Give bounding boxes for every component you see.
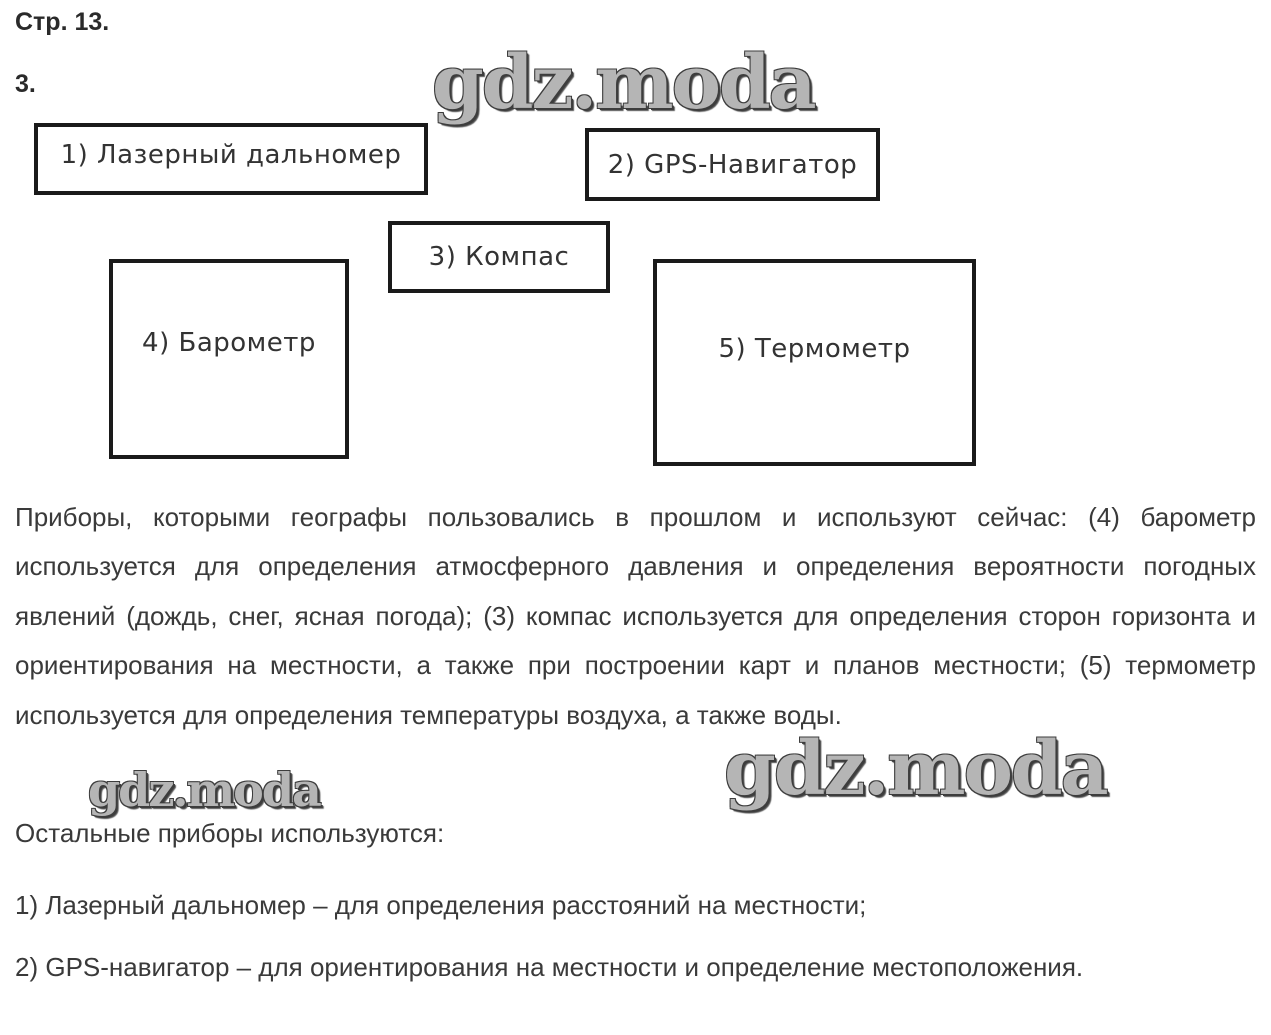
watermark-right: gdz.moda xyxy=(724,726,1107,812)
watermark-left: gdz.moda xyxy=(88,763,320,817)
watermark-top: gdz.moda xyxy=(432,40,815,126)
diagram-box-laser-rangefinder xyxy=(34,123,428,195)
diagram-box-barometer xyxy=(109,259,349,459)
diagram-box-thermometer xyxy=(653,259,976,466)
diagram-box-label: 5) Термометр xyxy=(718,333,911,364)
diagram-box-gps-navigator xyxy=(585,128,880,201)
rest-instrument-item: 1) Лазерный дальномер – для определения расстояний на местности; xyxy=(15,890,867,920)
rest-instrument-item: 2) GPS-навигатор – для ориентирования на местности и определение местоположения. xyxy=(15,952,1084,982)
answer-paragraph: Приборы, которыми географы пользовались в прошлом и используют сейчас: (4) барометр используется для определения атмосферного давления и определения вероятности погодных явлений (дождь, снег, ясная погода); (3) компас используется для определения сторон горизонта и ориентирования на местности, а также при построении карт и планов местности; (5) термометр используется для определения температуры воздуха, а также воды. xyxy=(15,502,1256,730)
diagram-box-label: 4) Барометр xyxy=(142,328,316,358)
task-number: 3. xyxy=(15,70,36,98)
diagram-box-label: 3) Компас xyxy=(428,242,570,272)
rest-instruments-heading: Остальные приборы используются: xyxy=(15,818,445,848)
diagram-box-compass xyxy=(388,221,610,293)
diagram-box-label: 2) GPS-Навигатор xyxy=(607,149,858,180)
diagram-box-label: 1) Лазерный дальномер xyxy=(60,140,402,170)
page-number: Стр. 13. xyxy=(15,8,110,36)
